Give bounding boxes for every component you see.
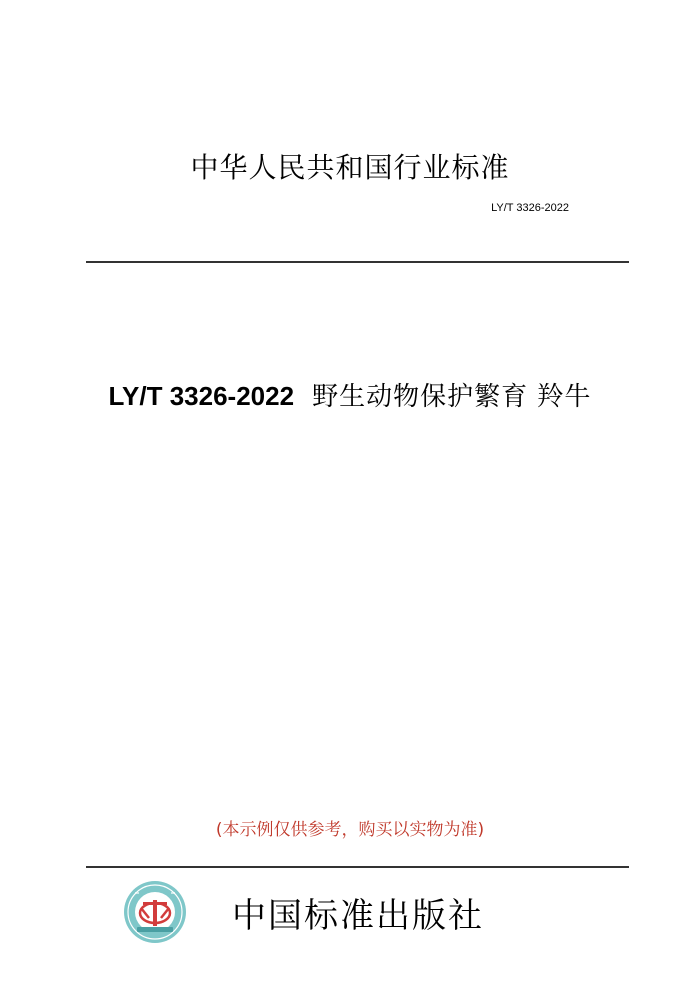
document-title: [0, 374, 700, 419]
document-name: 野生动物保护繁育 羚牛: [312, 382, 592, 412]
sample-note: (本示例仅供参考，购买以实物为准): [215, 820, 485, 840]
standard-code-header: LY/T 3326-2022: [491, 202, 569, 214]
publisher-name: 中国标准出版社: [232, 896, 484, 936]
document-code: LY/T 3326-2022: [108, 381, 295, 411]
standard-category-title: 中华人民共和国行业标准: [190, 151, 510, 184]
bottom-divider: [86, 866, 629, 868]
publisher-seal-icon: [123, 880, 187, 944]
top-divider: [86, 261, 629, 263]
